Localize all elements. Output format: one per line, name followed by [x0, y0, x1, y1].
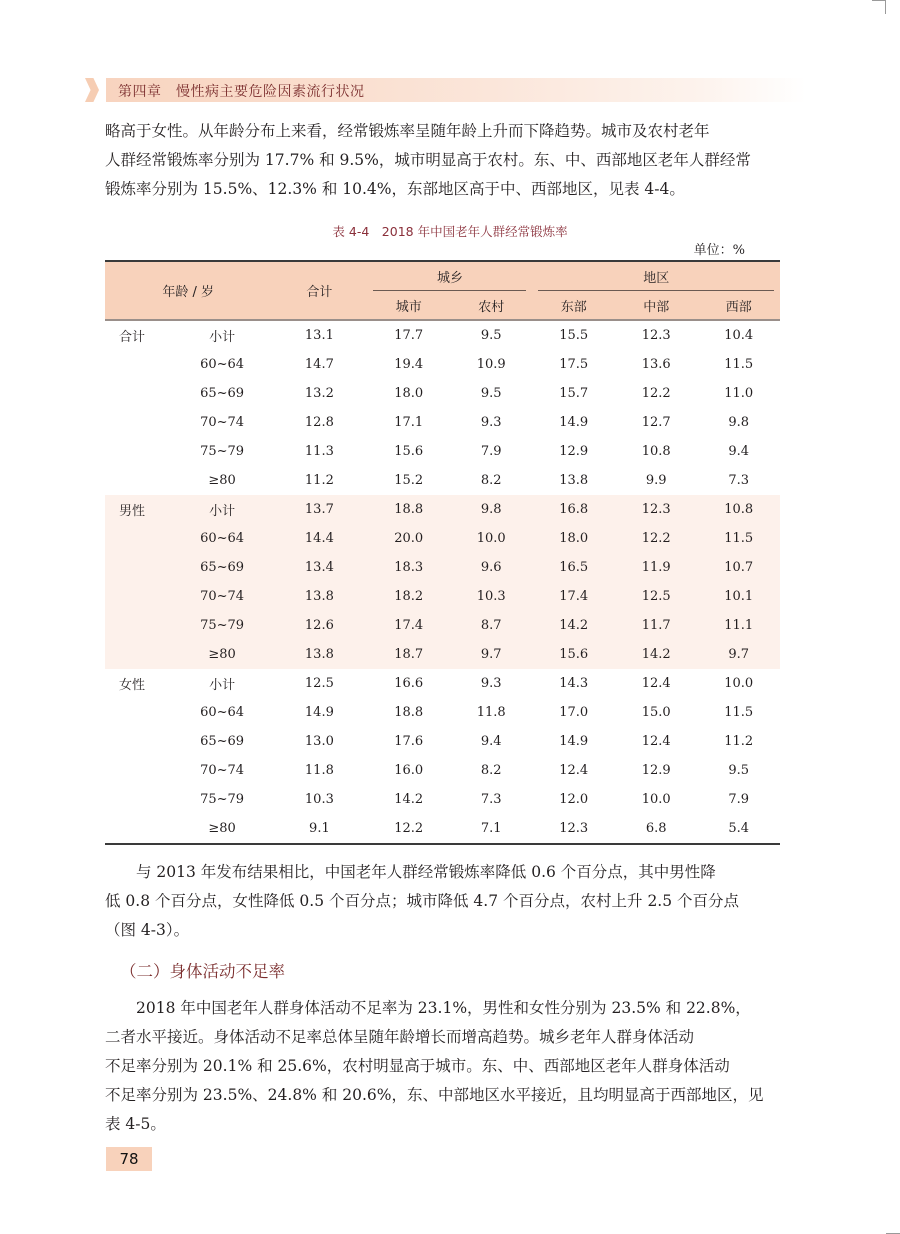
table-row — [105, 379, 780, 408]
value-cell: 14.2 — [615, 640, 698, 669]
comparison-paragraph — [105, 858, 781, 945]
value-cell: 8.7 — [450, 611, 533, 640]
value-cell: 12.3 — [641, 328, 671, 343]
group-label — [105, 379, 173, 408]
section-paragraph — [105, 994, 781, 1139]
value-cell: 15.6 — [394, 444, 424, 459]
value-cell: 17.6 — [394, 734, 424, 749]
group-label — [105, 698, 173, 727]
value-cell: 9.7 — [450, 640, 533, 669]
age-label: 小计 — [173, 495, 271, 524]
value-cell: 9.4 — [480, 734, 502, 749]
value-cell: 9.9 — [645, 473, 667, 488]
header-rural: 农村 — [450, 291, 533, 320]
group-label — [105, 350, 173, 379]
table-body — [105, 320, 780, 844]
header-urban: 城市 — [367, 291, 450, 320]
age-label: 60~64 — [200, 705, 245, 720]
age-label: 70~74 — [200, 763, 245, 778]
value-cell: 9.8 — [450, 495, 533, 524]
header-total: 合计 — [271, 261, 367, 320]
table-row — [105, 495, 780, 524]
table-row — [105, 582, 780, 611]
value-cell: 11.7 — [615, 611, 698, 640]
value-cell: 18.0 — [394, 386, 424, 401]
table-row — [105, 611, 780, 640]
table-row — [105, 350, 780, 379]
value-cell: 19.4 — [394, 357, 424, 372]
value-cell: 12.2 — [641, 386, 671, 401]
value-cell: 11.2 — [724, 734, 754, 749]
group-label — [105, 408, 173, 437]
value-cell: 5.4 — [697, 814, 780, 844]
header-central: 中部 — [615, 291, 698, 320]
value-cell: 15.5 — [559, 328, 589, 343]
value-cell: 14.2 — [532, 611, 615, 640]
section-heading: （二）身体活动不足率 — [120, 962, 285, 981]
value-cell: 13.6 — [641, 357, 671, 372]
intro-paragraph — [105, 117, 781, 204]
table-row — [105, 698, 780, 727]
text-line: 与 2013 年发布结果相比，中国老年人群经常锻炼率降低 0.6 个百分点，其中男性降 — [136, 863, 716, 881]
value-cell: 12.4 — [641, 734, 671, 749]
age-label: 75~79 — [200, 444, 245, 459]
table-unit: 单位：% — [693, 243, 745, 258]
value-cell: 12.9 — [559, 444, 589, 459]
value-cell: 7.1 — [450, 814, 533, 844]
age-label: 75~79 — [200, 792, 245, 807]
value-cell: 16.0 — [394, 763, 424, 778]
text-line: 表 4-5。 — [105, 1115, 166, 1133]
table-header-row — [105, 261, 780, 291]
value-cell: 17.4 — [367, 611, 450, 640]
value-cell: 7.3 — [480, 792, 502, 807]
value-cell: 11.0 — [724, 386, 754, 401]
value-cell: 8.2 — [480, 473, 502, 488]
table-row — [105, 466, 780, 495]
age-label: 小计 — [209, 330, 236, 345]
value-cell: 13.8 — [271, 582, 367, 611]
value-cell: 14.9 — [559, 734, 589, 749]
value-cell: 15.0 — [641, 705, 671, 720]
text-line: 低 0.8 个百分点，女性降低 0.5 个百分点；城市降低 4.7 个百分点，农村上升 2.5 个百分点 — [105, 892, 740, 910]
exercise-rate-table — [105, 260, 780, 845]
value-cell: 12.8 — [304, 415, 334, 430]
value-cell: 13.7 — [271, 495, 367, 524]
group-label — [105, 524, 173, 553]
value-cell: 10.9 — [476, 357, 506, 372]
group-label — [105, 437, 173, 466]
value-cell: 12.4 — [559, 763, 589, 778]
value-cell: 15.2 — [394, 473, 424, 488]
table-row — [105, 785, 780, 814]
value-cell: 11.9 — [615, 553, 698, 582]
group-label — [105, 756, 173, 785]
age-label: 65~69 — [200, 386, 245, 401]
value-cell: 13.1 — [304, 328, 334, 343]
value-cell: 12.5 — [615, 582, 698, 611]
table-row — [105, 320, 780, 350]
crop-mark-bottom-right — [886, 1220, 900, 1234]
table-row — [105, 727, 780, 756]
value-cell: 14.4 — [271, 524, 367, 553]
group-label: 男性 — [105, 495, 173, 524]
text-line: 略高于女性。从年龄分布上来看，经常锻炼率呈随年龄上升而下降趋势。城市及农村老年 — [105, 122, 710, 140]
value-cell: 18.7 — [367, 640, 450, 669]
age-label: ≥80 — [173, 814, 271, 844]
value-cell: 14.3 — [559, 676, 589, 691]
value-cell: 17.0 — [559, 705, 589, 720]
table-row — [105, 814, 780, 844]
value-cell: 12.6 — [271, 611, 367, 640]
group-label — [105, 785, 173, 814]
header-west: 西部 — [697, 291, 780, 320]
age-label: 75~79 — [173, 611, 271, 640]
header-region-group: 地区 — [532, 261, 780, 291]
value-cell: 13.8 — [271, 640, 367, 669]
table-title: 表 4-4 2018 年中国老年人群经常锻炼率 — [332, 224, 568, 239]
table-row — [105, 553, 780, 582]
table-row — [105, 756, 780, 785]
value-cell: 14.9 — [304, 705, 334, 720]
group-label — [105, 553, 173, 582]
value-cell: 11.8 — [476, 705, 506, 720]
value-cell: 10.7 — [697, 553, 780, 582]
value-cell: 9.7 — [697, 640, 780, 669]
value-cell: 12.2 — [615, 524, 698, 553]
header-urban-rural-group: 城乡 — [367, 261, 532, 291]
age-label: 60~64 — [200, 357, 245, 372]
value-cell: 17.4 — [532, 582, 615, 611]
value-cell: 16.5 — [532, 553, 615, 582]
value-cell: 18.8 — [367, 495, 450, 524]
value-cell: 11.3 — [304, 444, 334, 459]
age-label: 70~74 — [173, 582, 271, 611]
value-cell: 9.6 — [450, 553, 533, 582]
chapter-title: 第四章 慢性病主要危险因素流行状况 — [118, 84, 365, 100]
value-cell: 11.1 — [697, 611, 780, 640]
value-cell: 13.0 — [304, 734, 334, 749]
text-line: 锻炼率分别为 15.5%、12.3% 和 10.4%，东部地区高于中、西部地区，见表 4-4。 — [105, 180, 685, 198]
value-cell: 10.3 — [304, 792, 334, 807]
header-age: 年龄 / 岁 — [105, 261, 271, 320]
value-cell: 7.3 — [728, 473, 750, 488]
value-cell: 10.0 — [724, 676, 754, 691]
value-cell: 11.8 — [304, 763, 334, 778]
group-label: 合计 — [119, 330, 146, 345]
table-row — [105, 640, 780, 669]
age-label: 小计 — [209, 678, 236, 693]
value-cell: 12.2 — [367, 814, 450, 844]
table-row — [105, 669, 780, 698]
value-cell: 9.3 — [480, 676, 502, 691]
age-label: ≥80 — [208, 473, 236, 488]
text-line: 不足率分别为 20.1% 和 25.6%，农村明显高于城市。东、中、西部地区老年人群身体活动 — [105, 1057, 730, 1075]
table-row — [105, 524, 780, 553]
value-cell: 18.2 — [367, 582, 450, 611]
age-label: 70~74 — [200, 415, 245, 430]
value-cell: 16.6 — [394, 676, 424, 691]
value-cell: 18.3 — [367, 553, 450, 582]
value-cell: 10.8 — [697, 495, 780, 524]
value-cell: 13.8 — [559, 473, 589, 488]
table-row — [105, 437, 780, 466]
age-label: 60~64 — [173, 524, 271, 553]
value-cell: 18.0 — [532, 524, 615, 553]
value-cell: 12.7 — [641, 415, 671, 430]
value-cell: 13.2 — [304, 386, 334, 401]
page-number: 78 — [106, 1147, 152, 1171]
value-cell: 12.0 — [559, 792, 589, 807]
value-cell: 16.8 — [532, 495, 615, 524]
value-cell: 11.2 — [304, 473, 334, 488]
value-cell: 10.0 — [450, 524, 533, 553]
value-cell: 10.3 — [450, 582, 533, 611]
value-cell: 17.7 — [394, 328, 424, 343]
group-label — [105, 640, 173, 669]
text-line: 2018 年中国老年人群身体活动不足率为 23.1%，男性和女性分别为 23.5% 和 22.8%， — [136, 999, 751, 1017]
value-cell: 9.4 — [728, 444, 750, 459]
group-label — [105, 727, 173, 756]
value-cell: 9.5 — [480, 386, 502, 401]
value-cell: 17.5 — [559, 357, 589, 372]
value-cell: 15.7 — [559, 386, 589, 401]
value-cell: 14.9 — [559, 415, 589, 430]
value-cell: 14.7 — [304, 357, 334, 372]
value-cell: 10.8 — [641, 444, 671, 459]
value-cell: 12.5 — [304, 676, 334, 691]
age-label: 65~69 — [173, 553, 271, 582]
chevron-right-icon — [85, 78, 99, 102]
header-east: 东部 — [532, 291, 615, 320]
group-label — [105, 582, 173, 611]
value-cell: 20.0 — [367, 524, 450, 553]
group-label — [105, 466, 173, 495]
group-label — [105, 814, 173, 844]
value-cell: 12.3 — [615, 495, 698, 524]
text-line: （图 4-3）。 — [105, 921, 190, 939]
value-cell: 10.0 — [641, 792, 671, 807]
value-cell: 12.9 — [641, 763, 671, 778]
chapter-header-bar — [85, 78, 875, 102]
value-cell: 9.3 — [480, 415, 502, 430]
group-label — [105, 611, 173, 640]
text-line: 人群经常锻炼率分别为 17.7% 和 9.5%，城市明显高于农村。东、中、西部地区老年人群经常 — [105, 151, 751, 169]
value-cell: 9.1 — [271, 814, 367, 844]
age-label: ≥80 — [173, 640, 271, 669]
value-cell: 11.5 — [697, 524, 780, 553]
value-cell: 13.4 — [271, 553, 367, 582]
value-cell: 10.4 — [724, 328, 754, 343]
value-cell: 10.1 — [697, 582, 780, 611]
value-cell: 12.3 — [532, 814, 615, 844]
value-cell: 7.9 — [728, 792, 750, 807]
text-line: 二者水平接近。身体活动不足率总体呈随年龄增长而增高趋势。城乡老年人群身体活动 — [105, 1028, 695, 1046]
value-cell: 17.1 — [394, 415, 424, 430]
group-label: 女性 — [119, 678, 146, 693]
value-cell: 15.6 — [532, 640, 615, 669]
age-label: 65~69 — [200, 734, 245, 749]
value-cell: 8.2 — [480, 763, 502, 778]
value-cell: 11.5 — [724, 357, 754, 372]
value-cell: 18.8 — [394, 705, 424, 720]
crop-mark-top-right — [885, 0, 900, 14]
value-cell: 9.5 — [480, 328, 502, 343]
value-cell: 7.9 — [480, 444, 502, 459]
text-line: 不足率分别为 23.5%、24.8% 和 20.6%，东、中部地区水平接近，且均明显高于西部地区，见 — [105, 1086, 764, 1104]
table-row — [105, 408, 780, 437]
value-cell: 9.8 — [728, 415, 750, 430]
value-cell: 6.8 — [615, 814, 698, 844]
value-cell: 12.4 — [641, 676, 671, 691]
value-cell: 11.5 — [724, 705, 754, 720]
value-cell: 9.5 — [728, 763, 750, 778]
value-cell: 14.2 — [394, 792, 424, 807]
